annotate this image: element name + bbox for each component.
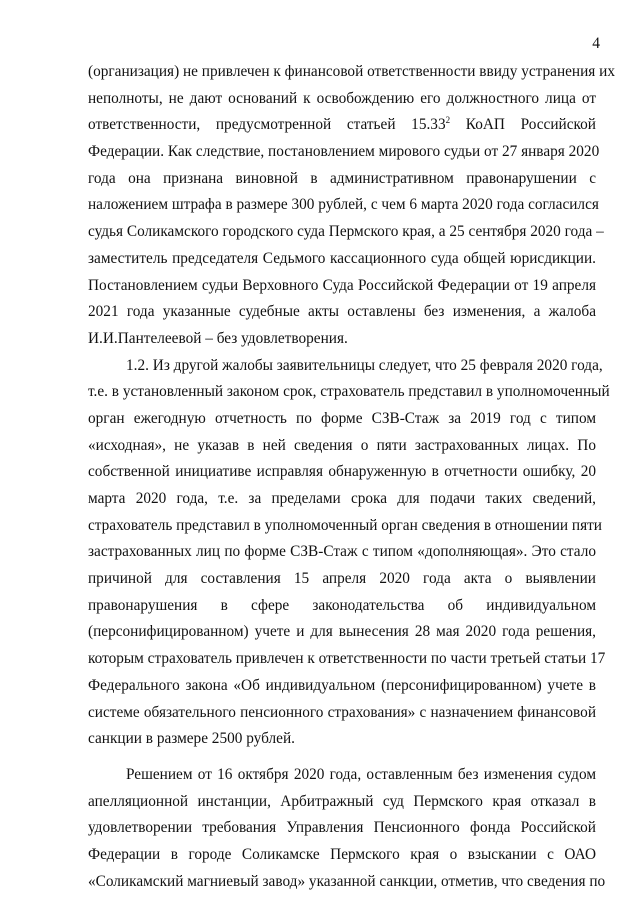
text-line: 1.2. Из другой жалобы заявительницы следует, что 25 февраля 2020 года, <box>126 356 603 374</box>
text-line: судья Соликамского городского суда Пермского края, а 25 сентября 2020 года – <box>88 223 604 241</box>
text-line: (организация) не привлечен к финансовой ответственности ввиду устранения их <box>88 63 615 80</box>
text-line: правонарушения в сфере законодательства об индивидуальном <box>88 596 596 614</box>
text-line: Федерации. Как следствие, постановлением мирового судьи от 27 января 2020 <box>88 143 600 161</box>
text-line: «Соликамский магниевый завод» указанной санкции, отметив, что сведения по <box>88 872 606 890</box>
text-fragment: КоАП Российской <box>450 116 596 134</box>
text-line: года она признана виновной в административном правонарушении с <box>88 169 596 187</box>
text-line: собственной инициативе исправляя обнаруженную в отчетности ошибку, 20 <box>88 463 596 481</box>
text-line <box>88 112 596 139</box>
text-line: неполноты, не дают оснований к освобождению его должностного лица от <box>88 89 596 107</box>
superscript: 2 <box>445 115 451 126</box>
text-line: страхователь представил в уполномоченный орган сведения в отношении пяти <box>88 516 602 534</box>
text-line: орган ежегодную отчетность по форме СЗВ-Стаж за 2019 год с типом <box>88 409 596 427</box>
text-line: Постановлением судьи Верховного Суда Российской Федерации от 19 апреля <box>88 276 596 294</box>
text-line: Федерации в городе Соликамске Пермского края о взыскании с ОАО <box>88 845 596 863</box>
text-fragment: ответственности, предусмотренной статьей 15.33 <box>88 116 446 134</box>
paragraph-2 <box>88 353 610 753</box>
paragraph-1 <box>88 59 615 353</box>
paragraph-3 <box>88 762 606 895</box>
text-line: причиной для составления 15 апреля 2020 года акта о выявлении <box>88 570 596 588</box>
text-line: которым страхователь привлечен к ответственности по части третьей статьи 17 <box>88 650 606 668</box>
page-number: 4 <box>592 35 600 52</box>
text-line: «исходная», не указав в ней сведения о пяти застрахованных лицах. По <box>88 436 596 454</box>
text-line: (персонифицированном) учете и для вынесения 28 мая 2020 года решения, <box>88 623 596 641</box>
document-body <box>88 59 615 895</box>
text-line: системе обязательного пенсионного страхования» с назначением финансовой <box>88 703 596 721</box>
text-line: наложением штрафа в размере 300 рублей, с чем 6 марта 2020 года согласился <box>88 196 599 214</box>
text-line: застрахованных лиц по форме СЗВ-Стаж с типом «дополняющая». Это стало <box>88 543 596 561</box>
text-line: удовлетворении требования Управления Пенсионного фонда Российской <box>88 819 596 837</box>
text-line: т.е. в установленный законом срок, страхователь представил в уполномоченный <box>88 383 610 401</box>
text-line: 2021 года указанные судебные акты оставлены без изменения, а жалоба <box>88 303 596 321</box>
text-line: санкции в размере 2500 рублей. <box>88 730 295 748</box>
text-line: марта 2020 года, т.е. за пределами срока для подачи таких сведений, <box>88 490 596 507</box>
text-line: заместитель председателя Седьмого кассационного суда общей юрисдикции. <box>88 249 596 267</box>
text-line: Федерального закона «Об индивидуальном (персонифицированном) учете в <box>88 676 596 694</box>
text-line: апелляционной инстанции, Арбитражный суд Пермского края отказал в <box>88 792 596 810</box>
text-line: Решением от 16 октября 2020 года, оставленным без изменения судом <box>126 765 596 783</box>
text-line: И.И.Пантелеевой – без удовлетворения. <box>88 329 348 347</box>
